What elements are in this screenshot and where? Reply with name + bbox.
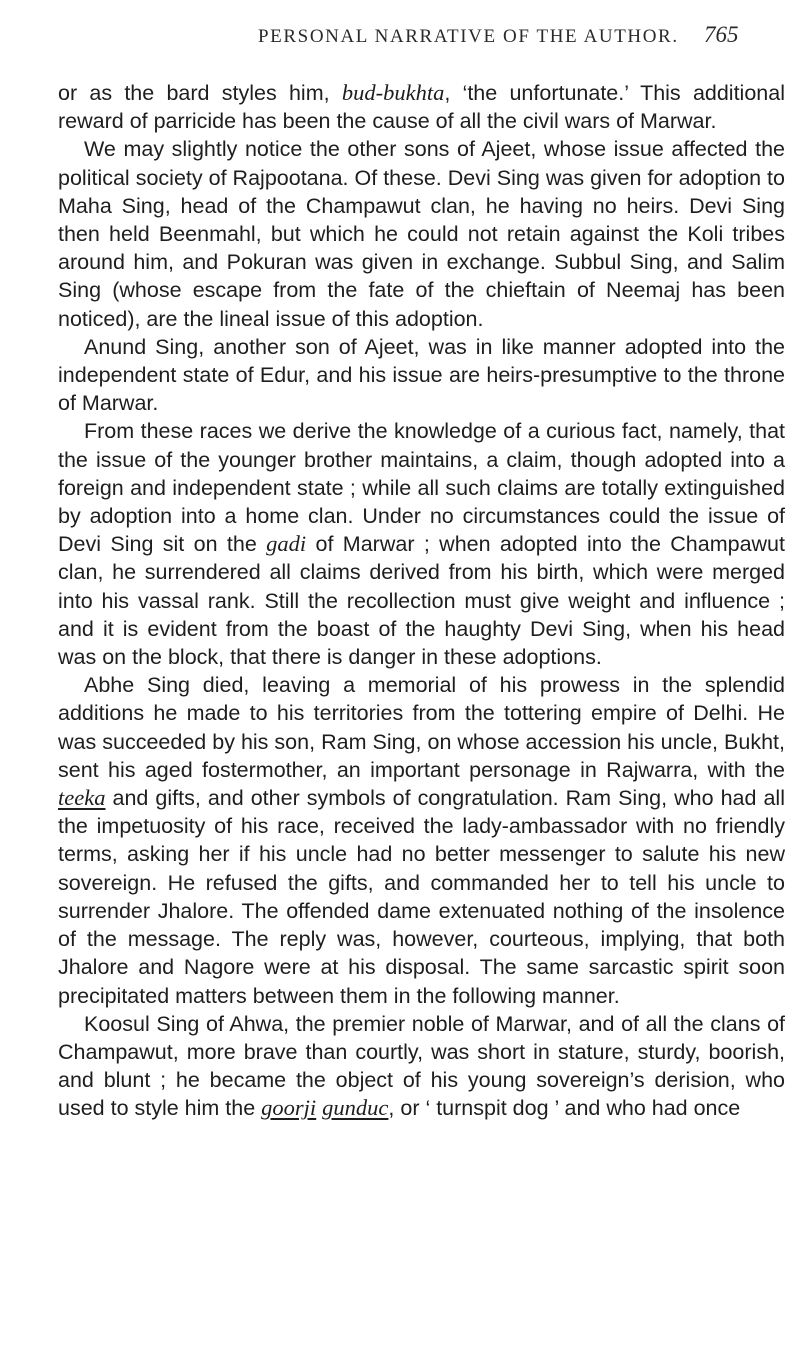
- body-text: [58, 79, 785, 1123]
- text-run: of Marwar ; when adopted into the Champawut clan, he surrendered all claims derived from his birth, which were merged into his vassal rank. Still the recollection must give weight and influence ; and it is evident from the boast of the haughty Devi Sing, when his head was on the block, that there is danger in these adoptions.: [58, 532, 785, 670]
- text-run: and gifts, and other symbols of congratulation. Ram Sing, who had all the impetuosity of his race, received the lady-ambassador with no friendly terms, asking her if his uncle had no better messenger to salute his new sovereign. He refused the gifts, and commanded her to tell his uncle to surrender Jhalore. The offended dame extenuated nothing of the insolence of the message. The reply was, however, courteous, implying, that both Jhalore and Nagore were at his disposal. The same sarcastic spirit soon precipitated matters between them in the following manner.: [58, 786, 785, 1008]
- text-run: or as the bard styles him,: [58, 81, 342, 105]
- paragraph-5: [58, 671, 785, 1009]
- paragraph-6: [58, 1010, 785, 1123]
- italic-term: gunduc: [322, 1095, 389, 1121]
- text-run: , or ‘ turnspit dog ’ and who had once: [388, 1096, 741, 1121]
- paragraph-1: [58, 79, 785, 135]
- text-run: Koosul Sing of Ahwa, the premier noble of Marwar, and of all the clans of Champawut, more brave than courtly, was short in stature, sturdy, boorish, and blunt ; he became the object of his young sovereign’s derision, who used to style him the: [58, 1011, 785, 1121]
- paragraph-4: [58, 417, 785, 671]
- page-number: 765: [704, 22, 739, 47]
- paragraph-3: Anund Sing, another son of Ajeet, was in like manner adopted into the independent state of Edur, and his issue are heirs-presumptive to the throne of Marwar.: [58, 334, 785, 416]
- italic-term: teeka: [58, 785, 106, 811]
- italic-term: goorji: [261, 1095, 317, 1121]
- text-run: , ‘the unfortunate.’ This additional reward of parricide has been the cause of all the civil wars of Marwar.: [58, 81, 785, 134]
- italic-term: bud-bukhta: [341, 80, 445, 105]
- text-run: Abhe Sing died, leaving a memorial of his prowess in the splendid additions he made to his territories from the tottering empire of Delhi. He was succeeded by his son, Ram Sing, on whose accession his uncle, Bukht, sent his aged fostermother, an important personage in Rajwarra, with the: [58, 673, 785, 782]
- running-head: PERSONAL NARRATIVE OF THE AUTHOR.: [258, 26, 679, 47]
- italic-term: gadi: [266, 531, 307, 557]
- text-run: From these races we derive the knowledge of a curious fact, namely, that the issue of the younger brother maintains, a claim, though adopted into a foreign and independent state ; while all such claims are totally extinguished by adoption into a home clan. Under no circumstances could the issue of Devi Sing sit on the: [58, 419, 785, 557]
- paragraph-2: We may slightly notice the other sons of Ajeet, whose issue affected the political society of Rajpootana. Of these. Devi Sing was given for adoption to Maha Sing, head of the Champawut clan, he having no heirs. Devi Sing then held Beenmahl, but which he could not retain against the Koli tribes around him, and Pokuran was given in exchange. Subbul Sing, and Salim Sing (whose escape from the fate of the chieftain of Neemaj has been noticed), are the lineal issue of this adoption.: [58, 137, 785, 331]
